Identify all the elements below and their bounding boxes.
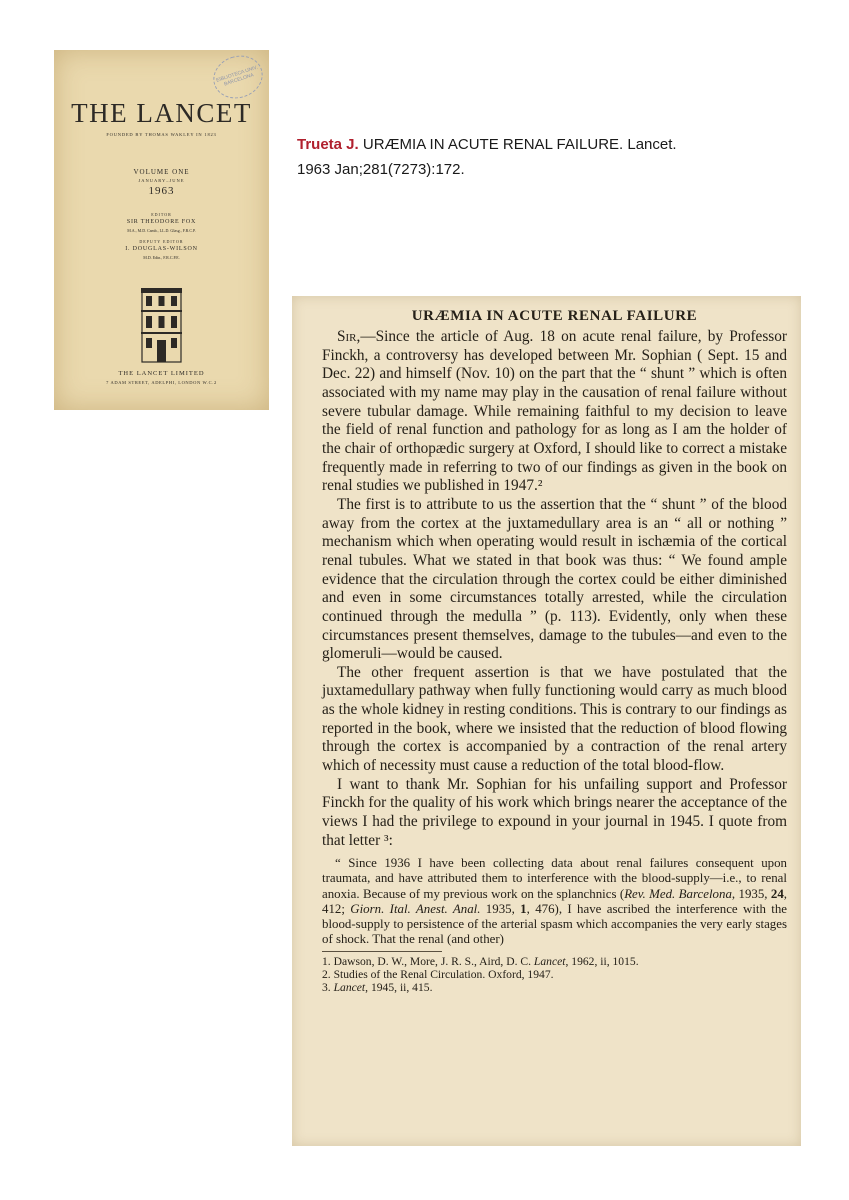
cover-editor-quals: M.A., M.D. Camb., LL.D. Glasg., F.R.C.P. — [127, 228, 196, 233]
quote-text-e: , 476), I have ascribed the interference with the blood-supply to persistence of the arterial spasm which accompanies the very early stages of shock. That the renal (and other) — [322, 901, 788, 946]
cover-editor-name: SIR THEODORE FOX — [126, 219, 197, 225]
footnote-1-ref: , 1962, ii, 1015. — [565, 954, 639, 968]
citation-line-2: 1963 Jan;281(7273):172. — [297, 161, 465, 178]
footnote-1-authors: 1. Dawson, D. W., More, J. R. S., Aird, D. C. — [322, 954, 534, 968]
quote-text-b: , 1935, — [731, 886, 771, 901]
quote-ref-2: Giorn. Ital. Anest. Anal. — [350, 901, 481, 916]
cover-address: 7 ADAM STREET, ADELPHI, LONDON W.C.2 — [106, 380, 217, 385]
library-stamp-text: EIBLIOTECA UNIV. BARCELONA — [215, 64, 259, 88]
cover-editor-label: EDITOR — [151, 212, 172, 217]
citation-author: Trueta J. — [297, 136, 359, 153]
footnote-1-journal: Lancet — [533, 954, 566, 968]
cover-publisher: THE LANCET LIMITED — [118, 370, 205, 377]
footnote-3-num: 3. — [322, 981, 334, 995]
cover-volume: VOLUME ONE — [133, 168, 190, 176]
footnote-3 — [322, 981, 787, 994]
cover-deputy-quals: M.D. Edin., F.R.C.P.E. — [143, 255, 180, 260]
footnote-2: 2. Studies of the Renal Circulation. Oxford, 1947. — [322, 968, 554, 982]
quote-vol-1: 24 — [770, 886, 784, 901]
quote-text-a: “ Since 1936 I have been collecting data about renal failures consequent upon traumata, and have attributed them to interference with the blood-supply—i.e., to renal anoxia. Because of my previous work on the splanchnics ( — [322, 856, 787, 901]
quote-text-d: 1935, — [480, 901, 521, 916]
journal-cover-image — [54, 50, 269, 410]
article-paragraph-2: The first is to attribute to us the assertion that the “ shunt ” of the blood away from the cortex at the juxtamedullary area is an “ all or nothing ” mechanism which when operating would result in ischæmia of the cortical renal tubules. What we stated in that book was thus: “ We found ample evidence that the circulation through the cortex could be either diminished and even in some circumstances totally arrested, while the circulation continued through the medulla ” (p. 113). Evidently, only when these circumstances present themselves, damage to the tubules—and even to the glomeruli—would be caused. — [322, 495, 787, 663]
footnote-3-journal: Lancet — [333, 981, 366, 995]
citation-block — [297, 132, 797, 182]
article-paragraph-4: I want to thank Mr. Sophian for his unfailing support and Professor Finckh for the quality of his work which brings nearer the acceptance of the views I had the privilege to expound in your journal in 1945. I quote from that letter ³: — [322, 775, 787, 849]
cover-deputy-name: I. DOUGLAS-WILSON — [125, 246, 198, 252]
footnote-3-ref: , 1945, ii, 415. — [365, 981, 433, 995]
cover-title: THE LANCET — [71, 98, 252, 128]
quote-ref-1: Rev. Med. Barcelona — [624, 886, 732, 901]
salutation: Sir — [337, 328, 357, 345]
building-illustration — [141, 288, 182, 363]
cover-founded-line: FOUNDED BY THOMAS WAKLEY IN 1823 — [106, 132, 217, 137]
cover-deputy-label: DEPUTY EDITOR — [139, 239, 184, 244]
article-paragraph-1 — [322, 328, 787, 496]
footnotes — [322, 955, 787, 995]
paragraph-1-text: ,—Since the article of Aug. 18 on acute renal failure, by Professor Finckh, a controversy has developed between Mr. Sophian ( Sept. 15 and Dec. 22) and himself (Nov. 10) on the part that the “ shunt ” which is often associated with my name may play in the causation of renal failure without severe tubular damage. While remaining faithful to my decision to leave the field of renal function and pathology for as long as I am the holder of the chair of orthopædic surgery at Oxford, I should like to correct a mistake frequently made in referring to two of our findings as given in the book on renal studies we published in 1947.² — [322, 328, 787, 495]
quoted-letter — [322, 856, 787, 947]
citation-text-1: URÆMIA IN ACUTE RENAL FAILURE. Lancet. — [362, 136, 677, 153]
quote-vol-2: 1 — [520, 901, 527, 916]
article-title: URÆMIA IN ACUTE RENAL FAILURE — [411, 308, 698, 324]
citation-line-1 — [297, 136, 677, 153]
cover-year: 1963 — [148, 185, 175, 197]
quote-text-c: , 412; — [322, 886, 788, 916]
article-paragraph-3: The other frequent assertion is that we have postulated that the juxtamedullary pathway when fully functioning would carry as much blood as the whole kidney in resting conditions. This is contrary to our findings as reported in the book, where we insisted that the reduction of blood flowing through the cortex is accompanied by a contraction of the renal artery which of necessity must cause a reduction of the total blood-flow. — [322, 663, 787, 775]
library-stamp — [208, 50, 269, 105]
article-scan — [292, 296, 801, 1146]
footnote-divider — [322, 951, 442, 952]
footnote-1 — [322, 955, 787, 968]
cover-months: JANUARY–JUNE — [138, 178, 185, 183]
